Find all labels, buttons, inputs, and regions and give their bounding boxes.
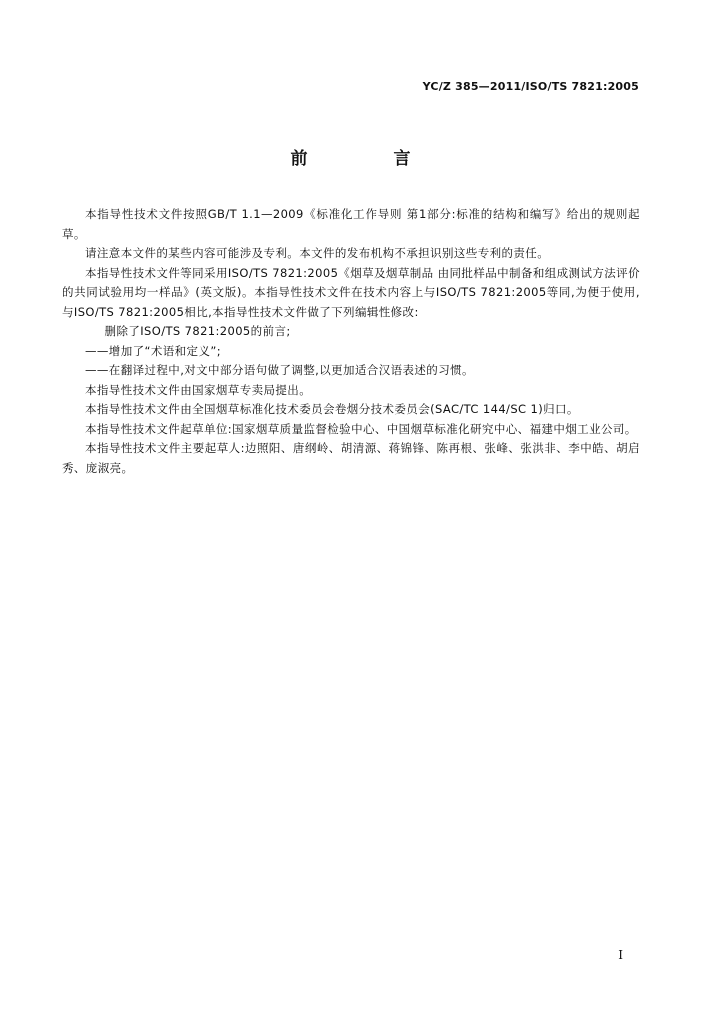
paragraph-patent-notice: 请注意本文件的某些内容可能涉及专利。本文件的发布机构不承担识别这些专利的责任。 — [85, 246, 550, 260]
paragraph-drafting-units: 本指导性技术文件起草单位:国家烟草质量监督检验中心、中国烟草标准化研究中心、福建中烟工业公司。 — [85, 421, 637, 436]
modification-item: ——在翻译过程中,对文中部分语句做了调整,以更加适合汉语表述的习惯。 — [85, 363, 474, 377]
document-code: YC/Z 385—2011/ISO/TS 7821:2005 — [422, 80, 639, 93]
page-number: I — [618, 948, 623, 962]
modification-item: ——增加了“术语和定义”; — [85, 343, 221, 358]
body-text — [62, 205, 640, 478]
paragraph-drafters: 本指导性技术文件主要起草人:边照阳、唐纲岭、胡清源、蒋锦锋、陈再根、张峰、张洪非、李中皓、胡启秀、庞淑亮。 — [62, 441, 640, 475]
paragraph-adoption: 本指导性技术文件等同采用ISO/TS 7821:2005《烟草及烟草制品 由同批样品中制备和组成测试方法评价的共同试验用均一样品》(英文版)。本指导性技术文件在技术内容上与ISO/TS 7821:2005等同,为便于使用,与ISO/TS 7821:2005相比,本指导性技术文件做了下列编辑性修改: — [62, 265, 640, 319]
paragraph-committee: 本指导性技术文件由全国烟草标准化技术委员会卷烟分技术委员会(SAC/TC 144/SC 1)归口。 — [85, 402, 579, 416]
paragraph-proposer: 本指导性技术文件由国家烟草专卖局提出。 — [85, 382, 312, 397]
paragraph-drafting-rules: 本指导性技术文件按照GB/T 1.1—2009《标准化工作导则 第1部分:标准的结构和编写》给出的规则起草。 — [62, 207, 640, 241]
modification-item: 删除了ISO/TS 7821:2005的前言; — [104, 324, 291, 338]
page-title: 前 言 — [290, 149, 451, 169]
